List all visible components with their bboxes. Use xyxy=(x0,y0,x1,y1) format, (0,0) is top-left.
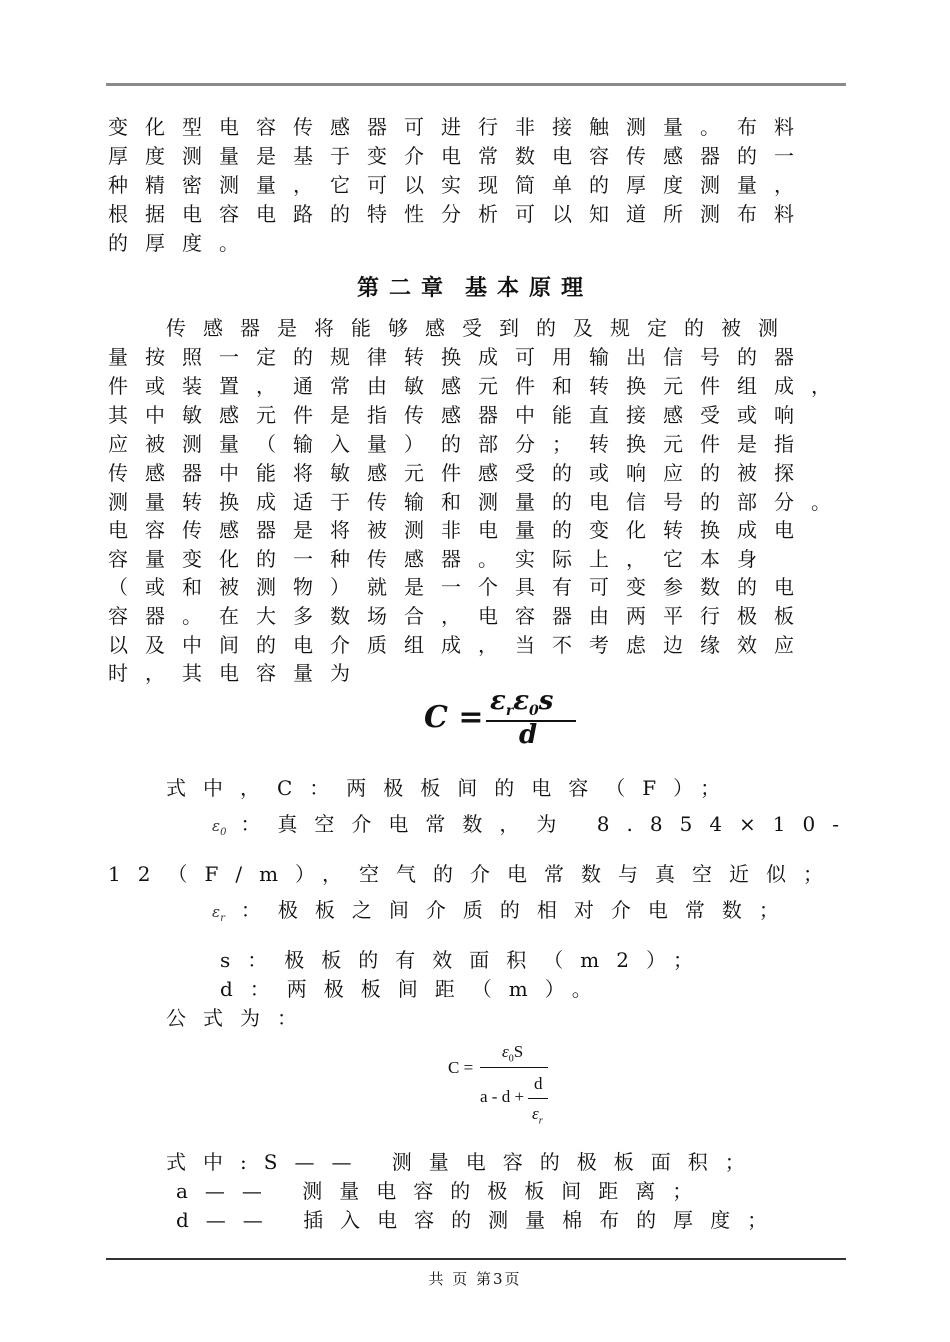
chapter-number: 第二章 xyxy=(356,275,453,301)
definition-line: d—— 插入电容的测量棉布的厚度； xyxy=(176,1208,785,1232)
formula-denominator: a - d + xyxy=(480,1087,525,1106)
paragraph-line: 容器。在大多数场合，电容器由两平行极板 xyxy=(108,604,811,628)
paragraph-line: 时，其电容量为 xyxy=(108,661,367,685)
paragraph-line: 传感器是将能够感受到的及规定的被测 xyxy=(166,316,795,340)
paragraph-line: 其中敏感元件是指传感器中能直接感受或响 xyxy=(108,403,811,427)
inner-denominator: $\varepsilon_r$ xyxy=(532,1104,543,1127)
paragraph-line: 量按照一定的规律转换成可用输出信号的器 xyxy=(108,345,811,369)
definition-line: d：两极板间距（m）。 xyxy=(220,977,609,1001)
formula-denominator: d xyxy=(519,720,538,750)
definition-line: 12（F/m），空气的介电常数与真空近似； xyxy=(108,862,841,886)
paragraph-line: 件或装置，通常由敏感元件和转换元件组成， xyxy=(108,374,848,398)
footer-rule xyxy=(106,1258,846,1260)
inner-numerator: d xyxy=(534,1074,543,1093)
paragraph-line: 种精密测量，它可以实现简单的厚度测量， xyxy=(108,173,811,197)
chapter-title: 基本原理 xyxy=(465,275,594,301)
formula-lhs: C = xyxy=(424,700,484,735)
header-rule xyxy=(106,83,846,86)
paragraph-line: 应被测量（输入量）的部分；转换元件是指 xyxy=(108,432,811,456)
thickness-formula xyxy=(448,1042,558,1132)
formula-numerator: $\varepsilon_r\varepsilon_0s$ xyxy=(490,686,554,720)
paragraph-line: 测量转换成适于传输和测量的电信号的部分。 xyxy=(108,490,848,514)
paragraph-line: 变化型电容传感器可进行非接触测量。布料 xyxy=(108,115,811,139)
chapter-heading xyxy=(0,271,950,302)
formula-numerator: $\varepsilon_0S$ xyxy=(502,1042,524,1065)
definition-line: 公式为： xyxy=(166,1006,314,1030)
paragraph-line: 传感器中能将敏感元件感受的或响应的被探 xyxy=(108,461,811,485)
paragraph-line: 的厚度。 xyxy=(108,231,256,255)
page-footer: 共 页 第3页 xyxy=(428,1270,522,1288)
epsilon-r-symbol: $\varepsilon_r$ xyxy=(212,903,225,924)
paragraph-line: 以及中间的电介质组成，当不考虑边缘效应 xyxy=(108,633,811,657)
paragraph-line: 厚度测量是基于变介电常数电容传感器的一 xyxy=(108,144,811,168)
definition-line: $\varepsilon_r$ ：极板之间介质的相对介电常数； xyxy=(212,898,796,924)
inner-fraction-bar xyxy=(528,1098,548,1099)
epsilon-zero-symbol: $\varepsilon_0$ xyxy=(212,817,227,838)
paragraph-line: 根据电容电路的特性分析可以知道所测布料 xyxy=(108,202,811,226)
definition-line: s：极板的有效面积（m2）； xyxy=(220,948,710,972)
capacitance-formula xyxy=(424,688,584,752)
definition-line: 式中，C：两极板间的电容（F）； xyxy=(166,776,738,800)
paragraph-line: （或和被测物）就是一个具有可变参数的电 xyxy=(108,575,811,599)
fraction-bar xyxy=(480,1067,548,1068)
definition-line: 式中:S—— 测量电容的极板面积； xyxy=(166,1150,762,1174)
paragraph-line: 容量变化的一种传感器。实际上，它本身 xyxy=(108,547,774,571)
definition-line: $\varepsilon_0$ ：真空介电常数，为 8.854×10- xyxy=(212,812,857,838)
formula-lhs: C = xyxy=(448,1058,474,1077)
paragraph-line: 电容传感器是将被测非电量的变化转换成电 xyxy=(108,518,811,542)
definition-line: a—— 测量电容的极板间距离； xyxy=(176,1179,710,1203)
